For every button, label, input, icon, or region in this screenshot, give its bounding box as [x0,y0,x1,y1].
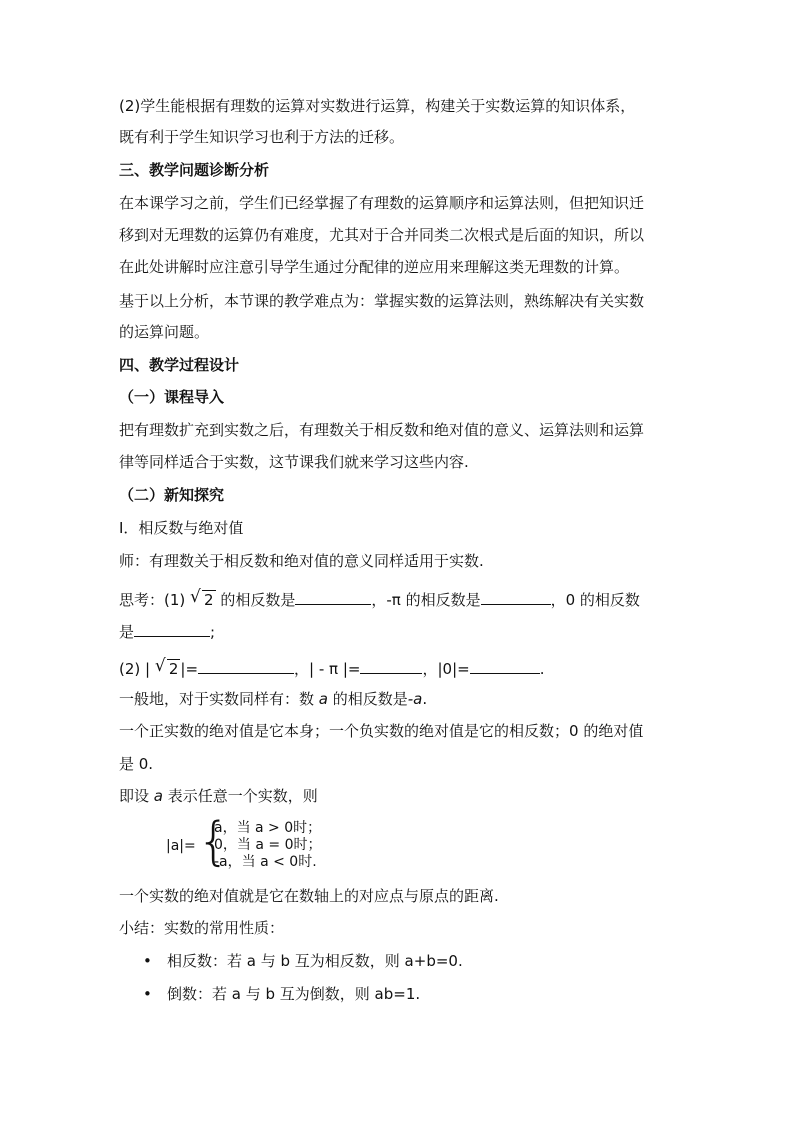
section-heading-3: 三、教学问题诊断分析 [119,161,270,179]
statement-text: 即设 [119,787,154,805]
answer-blank-6[interactable] [470,658,540,674]
bullet-icon: • [143,952,152,970]
objective-paragraph-line-2: 既有利于学生知识学习也利于方法的迁移。 [119,128,405,146]
question-label: (2) | [119,660,151,678]
question-1-line-1 [119,589,640,609]
formula-case-3: -a，当 a < 0时. [214,854,317,870]
answer-blank-1[interactable] [295,589,371,605]
part-heading: Ⅰ．相反数与绝对值 [119,519,244,537]
list-item-text: 相反数：若 a 与 b 互为相反数，则 a+b=0. [167,952,463,970]
left-brace-icon: { [197,812,231,872]
variable: -a [407,690,423,708]
summary-heading: 小结：实数的常用性质： [119,919,285,937]
formula-lhs: |a|= [166,838,196,854]
question-text: |= [180,660,199,678]
question-text: 的相反数是 [220,591,296,609]
list-item-text: 倒数：若 a 与 b 互为倒数，则 ab=1. [167,985,421,1003]
diagnosis-line-1: 在本课学习之前，学生们已经掌握了有理数的运算顺序和运算法则，但把知识迁 [119,194,645,212]
question-text: 是 [119,623,135,641]
abs-rule-line-1: 一个正实数的绝对值是它本身；一个负实数的绝对值是它的相反数；0 的绝对值 [119,722,644,740]
distance-statement: 一个实数的绝对值就是它在数轴上的对应点与原点的距离. [119,887,499,905]
statement-text: 表示任意一个实数，则 [162,787,318,805]
list-item [143,985,421,1003]
intro-line-1: 把有理数扩充到实数之后，有理数关于相反数和绝对值的意义、运算法则和运算 [119,421,645,439]
abs-rule-line-2: 是 0. [119,755,154,773]
bullet-icon: • [143,985,152,1003]
list-item [143,952,463,970]
intro-line-2: 律等同样适合于实数，这节课我们就来学习这些内容. [119,453,469,471]
answer-blank-4[interactable] [198,658,294,674]
variable: a [153,787,163,805]
statement-text: . [422,690,428,708]
answer-blank-2[interactable] [481,589,551,605]
teacher-remark: 师：有理数关于相反数和绝对值的意义同样适用于实数. [119,552,484,570]
sqrt-expression [190,587,216,609]
question-text: ，0 的相反数 [550,591,640,609]
general-statement [119,690,427,708]
question-text: ，|0|= [422,660,470,678]
radical-sign-icon: √ [154,656,166,676]
variable: a [318,690,328,708]
formula-case-1: a，当 a > 0时； [214,820,322,836]
section-heading-4: 四、教学过程设计 [119,356,240,374]
diagnosis-line-3: 在此处讲解时应注意引导学生通过分配律的逆应用来理解这类无理数的计算。 [119,258,630,276]
statement-text: 的相反数是 [327,690,408,708]
question-text: ; [210,623,216,641]
radical-sign-icon: √ [190,587,201,607]
radicand: 2 [168,660,179,678]
formula-case-2: 0，当 a = 0时； [214,837,322,853]
difficulty-line-2: 的运算问题。 [119,323,210,341]
question-1-line-2 [119,621,215,641]
statement-text: 一般地，对于实数同样有：数 [119,690,319,708]
question-text: ，| - π |= [294,660,361,678]
question-2 [119,658,544,678]
answer-blank-5[interactable] [360,658,422,674]
difficulty-line-1: 基于以上分析，本节课的教学难点为：掌握实数的运算法则，熟练解决有关实数 [119,292,645,310]
subheading-intro: （一）课程导入 [119,388,225,406]
question-text: . [539,660,545,678]
objective-paragraph-line-1: (2)学生能根据有理数的运算对实数进行运算，构建关于实数运算的知识体系， [119,97,636,115]
diagnosis-line-2: 移到对无理数的运算仍有难度，尤其对于合并同类二次根式是后面的知识，所以 [119,226,645,244]
question-label: 思考：(1) [119,591,186,609]
question-text: ，-π 的相反数是 [371,591,481,609]
answer-blank-3[interactable] [134,621,210,637]
let-statement [119,787,318,805]
radicand: 2 [204,591,214,609]
sqrt-expression [154,656,181,678]
subheading-explore: （二）新知探究 [119,486,225,504]
